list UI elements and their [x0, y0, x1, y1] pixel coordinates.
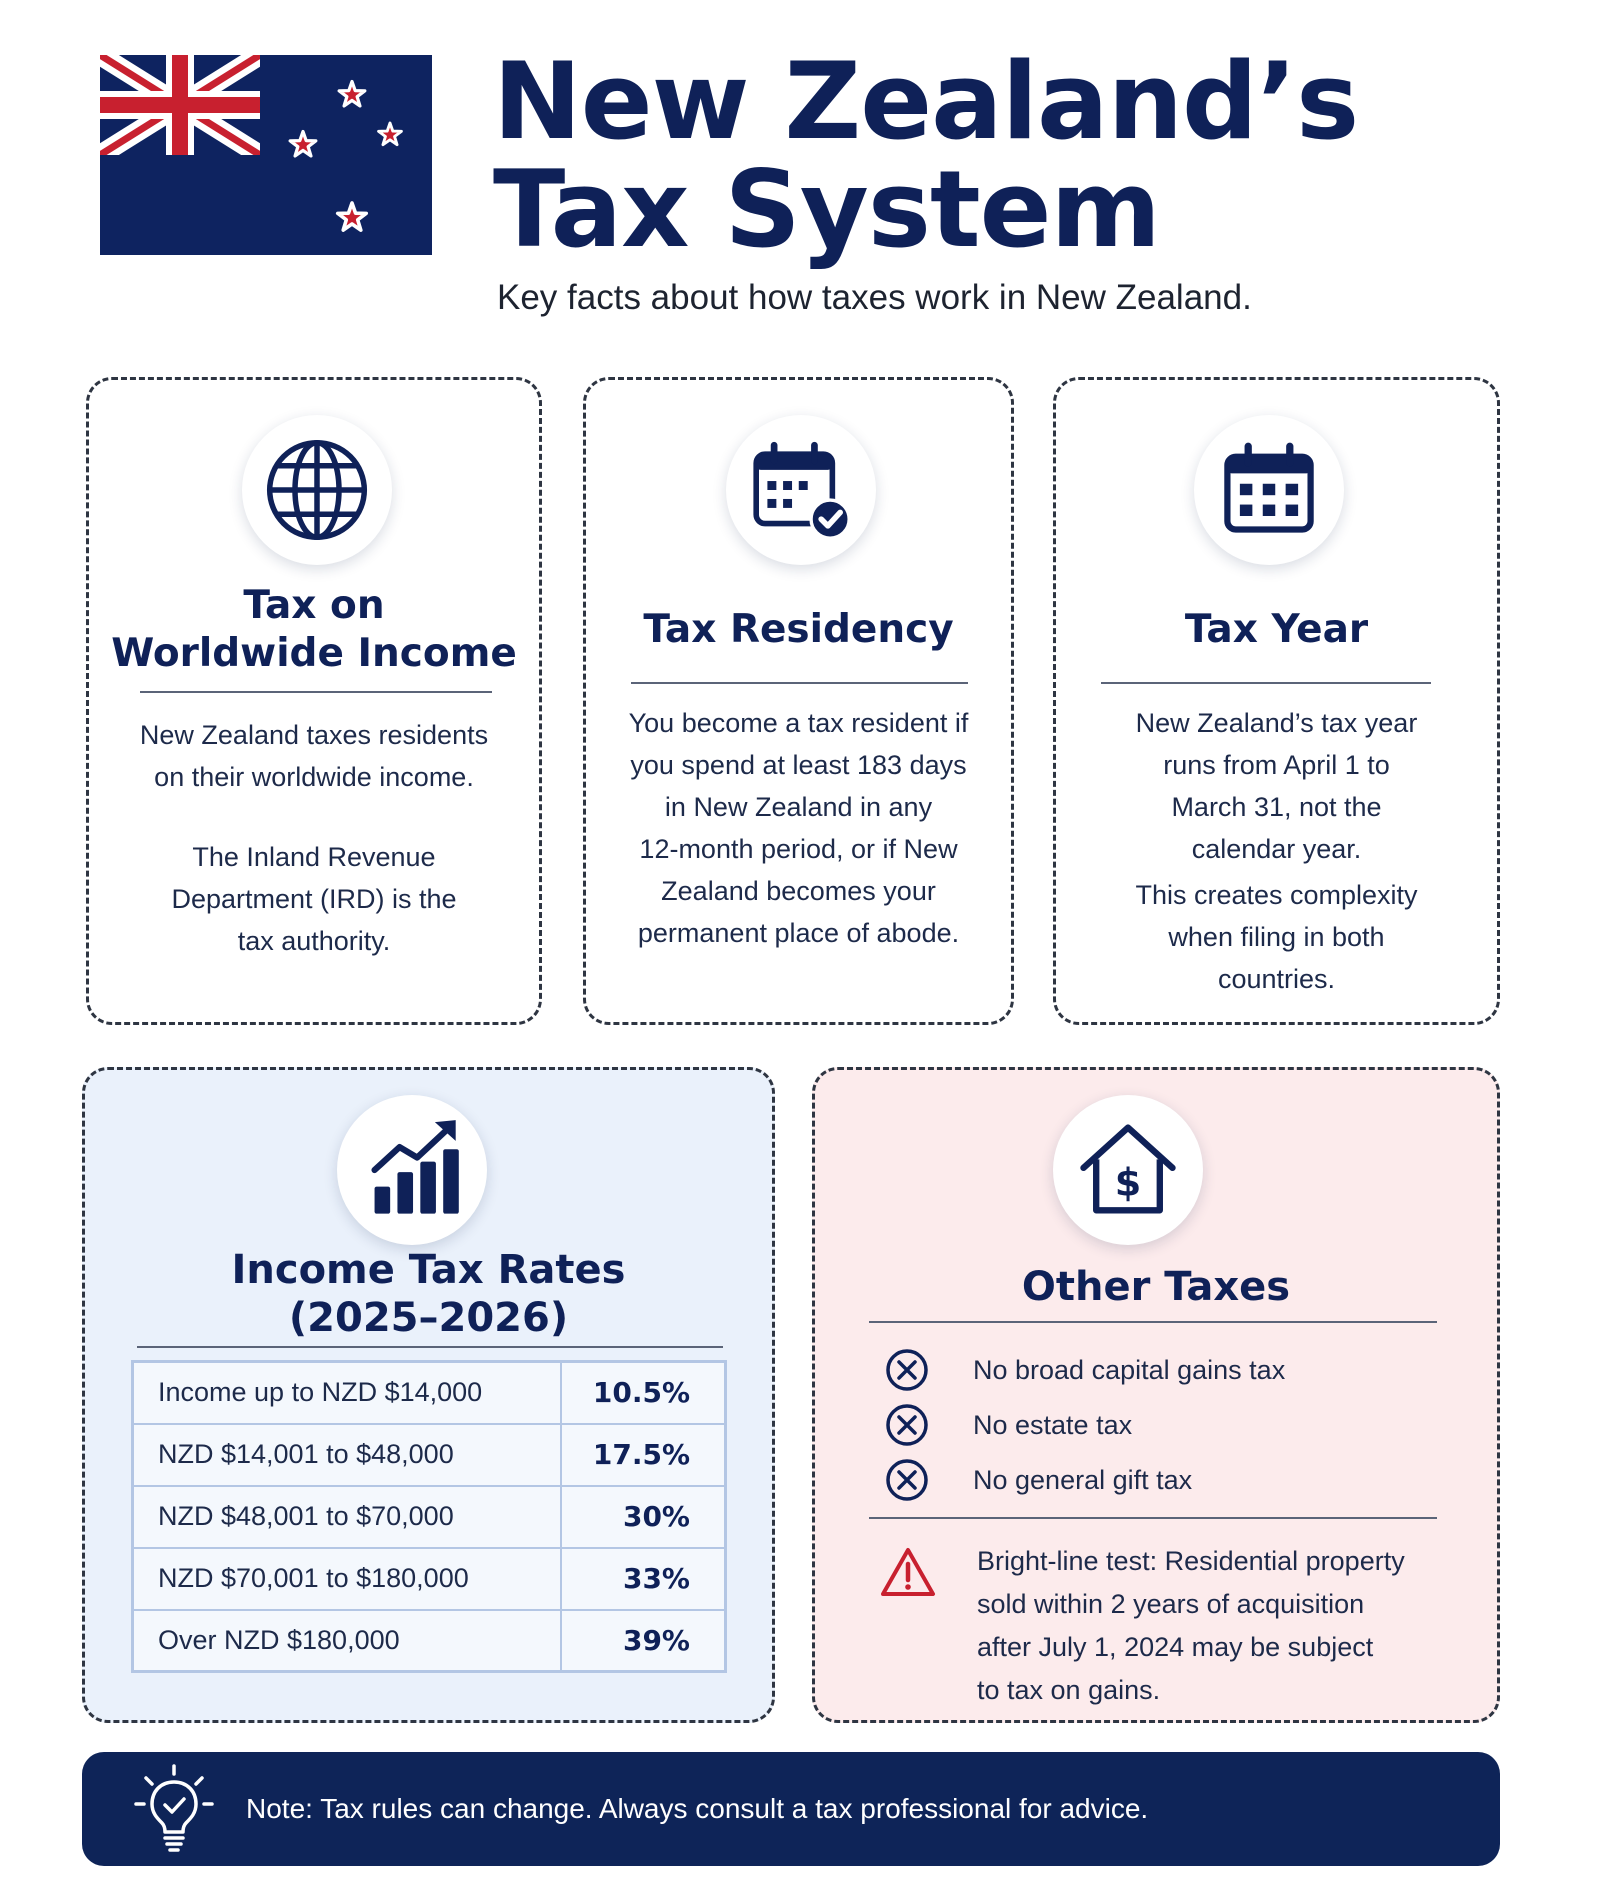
x-circle-icon — [885, 1403, 929, 1447]
table-row — [133, 1424, 726, 1486]
bright-line-warning — [879, 1540, 1457, 1712]
text-line: on their worldwide income. — [154, 762, 474, 792]
tax-residency-title: Tax Residency — [643, 607, 954, 652]
worldwide-paragraph-1 — [109, 714, 519, 798]
globe-icon-badge — [242, 415, 392, 565]
text-line: to tax on gains. — [977, 1675, 1161, 1705]
calendar-check-icon — [745, 434, 857, 546]
text-line: calendar year. — [1191, 834, 1362, 864]
text-line: tax authority. — [237, 926, 391, 956]
worldwide-title-line-2: Worldwide Income — [111, 631, 517, 676]
svg-text:$: $ — [1114, 1160, 1142, 1205]
tax-rate: 10.5% — [561, 1362, 726, 1424]
income-tax-title-line-2: (2025–2026) — [288, 1295, 569, 1341]
residency-paragraph — [606, 702, 991, 954]
table-row — [133, 1486, 726, 1548]
house-dollar-icon-badge — [1053, 1095, 1203, 1245]
text-line: Zealand becomes your — [661, 876, 936, 906]
table-row — [133, 1362, 726, 1424]
title-line-2: Tax System — [493, 148, 1160, 271]
list-item — [885, 1403, 1457, 1447]
list-item-label: No estate tax — [973, 1409, 1133, 1440]
house-dollar-icon — [1075, 1117, 1181, 1223]
page-title — [493, 40, 1493, 271]
other-taxes-title: Other Taxes — [1021, 1264, 1291, 1310]
tax-year-title: Tax Year — [1184, 607, 1369, 652]
new-zealand-flag — [100, 55, 432, 255]
text-line: runs from April 1 to — [1163, 750, 1390, 780]
income-range: Over NZD $180,000 — [133, 1610, 561, 1672]
text-line: after July 1, 2024 may be subject — [977, 1632, 1374, 1662]
tax-rate: 17.5% — [561, 1424, 726, 1486]
text-line: This creates complexity — [1135, 880, 1418, 910]
text-line: Department (IRD) is the — [171, 884, 457, 914]
income-range: NZD $70,001 to $180,000 — [133, 1548, 561, 1610]
income-tax-title-line-1: Income Tax Rates — [231, 1247, 626, 1293]
tax-rate: 39% — [561, 1610, 726, 1672]
income-range: NZD $14,001 to $48,000 — [133, 1424, 561, 1486]
text-line: The Inland Revenue — [192, 842, 436, 872]
other-taxes-divider-top — [869, 1321, 1437, 1323]
title-line-1: New Zealand’s — [493, 40, 1359, 163]
note-banner — [82, 1752, 1500, 1866]
table-row — [133, 1548, 726, 1610]
worldwide-paragraph-2 — [109, 836, 519, 962]
globe-icon — [262, 435, 372, 545]
tax-year-divider — [1101, 682, 1431, 684]
page-subtitle: Key facts about how taxes work in New Zealand. — [497, 278, 1252, 317]
list-item-label: No broad capital gains tax — [973, 1354, 1286, 1385]
calendar-check-icon-badge — [726, 415, 876, 565]
calendar-icon — [1217, 438, 1321, 542]
text-line: in New Zealand in any — [664, 792, 933, 822]
list-item — [885, 1458, 1457, 1502]
note-text: Note: Tax rules can change. Always consult a tax professional for advice. — [246, 1793, 1149, 1824]
x-circle-icon — [885, 1348, 929, 1392]
text-line: sold within 2 years of acquisition — [977, 1589, 1365, 1619]
text-line: when filing in both — [1168, 922, 1385, 952]
bar-chart-growth-icon — [360, 1118, 464, 1222]
income-tax-title — [85, 1246, 772, 1342]
text-line: Bright-line test: Residential property — [977, 1546, 1405, 1576]
worldwide-income-title — [89, 582, 539, 678]
tax-rate: 33% — [561, 1548, 726, 1610]
bar-chart-icon-badge — [337, 1095, 487, 1245]
table-row — [133, 1610, 726, 1672]
warning-triangle-icon — [879, 1546, 937, 1598]
lightbulb-icon — [132, 1762, 216, 1856]
text-line: permanent place of abode. — [637, 918, 960, 948]
x-circle-icon — [885, 1458, 929, 1502]
income-range: NZD $48,001 to $70,000 — [133, 1486, 561, 1548]
text-line: 12-month period, or if New — [639, 834, 958, 864]
tax-residency-card — [583, 377, 1014, 1025]
text-line: countries. — [1217, 964, 1336, 994]
text-line: You become a tax resident if — [628, 708, 969, 738]
other-taxes-divider-bottom — [869, 1517, 1437, 1519]
other-taxes-card — [812, 1067, 1500, 1723]
text-line: March 31, not the — [1171, 792, 1382, 822]
calendar-icon-badge — [1194, 415, 1344, 565]
residency-divider — [631, 682, 968, 684]
income-range: Income up to NZD $14,000 — [133, 1362, 561, 1424]
income-tax-rates-card — [82, 1067, 775, 1723]
income-tax-divider — [137, 1346, 723, 1348]
text-line: New Zealand’s tax year — [1135, 708, 1418, 738]
list-item-label: No general gift tax — [973, 1464, 1193, 1495]
tax-year-paragraph-1 — [1076, 702, 1477, 870]
text-line: you spend at least 183 days — [630, 750, 967, 780]
tax-rate: 30% — [561, 1486, 726, 1548]
text-line: New Zealand taxes residents — [139, 720, 489, 750]
worldwide-divider — [140, 691, 492, 693]
warning-text — [977, 1540, 1407, 1712]
tax-year-card — [1053, 377, 1500, 1025]
list-item — [885, 1348, 1457, 1392]
worldwide-title-line-1: Tax on — [243, 583, 385, 628]
worldwide-income-card — [86, 377, 542, 1025]
income-tax-table — [131, 1360, 727, 1673]
tax-year-paragraph-2 — [1076, 874, 1477, 1000]
